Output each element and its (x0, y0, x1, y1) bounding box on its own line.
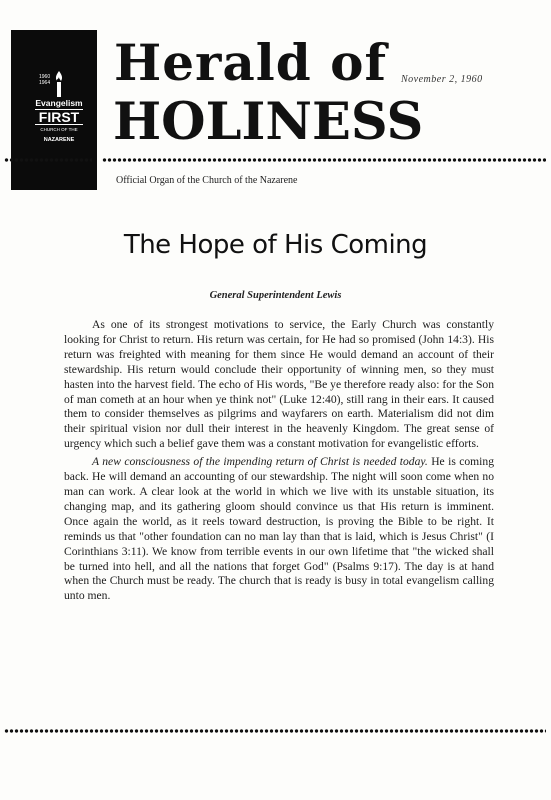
dotted-rule-right (102, 158, 546, 162)
logo-nazarene-text: NAZARENE (43, 137, 75, 143)
issue-date: November 2, 1960 (401, 74, 483, 85)
article-paragraph-1: As one of its strongest motivations to service, the Early Church was constantly looking for Christ to return. His return was certain, for He had so promised (John 14:3). His return was freighted with meaning for them since He would demand an account of their stewardship. His return would conclude their opportunity of winning men, so they must hasten into the harvest field. The echo of His words, "Be ye therefore ready also: for the Son of man cometh at an hour when ye think not" (Luke 12:40), still rang in their ears. It caused them to consider themselves as pilgrims and wayfarers on earth. Materialism did not dim their spiritual vision nor dull their interest in the heavenly Kingdom. The great sense of urgency which such a belief gave them was a constant motivation for evangelistic efforts. (64, 318, 494, 451)
logo-evangelism-text: Evangelism (35, 98, 83, 108)
article-body (64, 318, 494, 607)
logo-church-text: CHURCH OF THE (40, 127, 78, 132)
logo-emblem (31, 70, 87, 160)
masthead-tagline: Official Organ of the Church of the Nazarene (116, 175, 298, 186)
logo-year-start: 1960 (39, 74, 51, 80)
logo-year-end: 1964 (39, 80, 51, 86)
masthead-holiness: HOLINESS (113, 92, 424, 152)
article-paragraph-2 (64, 455, 494, 604)
evangelism-first-logo (11, 30, 97, 190)
article-byline: General Superintendent Lewis (209, 290, 342, 301)
masthead-herald-of: Herald of (114, 33, 388, 92)
paragraph-2-text: He is coming back. He will demand an accounting of our stewardship. The night will soon come when no man can work. A clear look at the world in which we live with its unstable situation, its changing map, and its gathering gloom should convince us that His return is imminent. Once again the world, as it reels toward destruction, is proving the Bible to be right. It reminds us that "other foundation can no man lay than that is laid, which is Jesus Christ" (I Corinthians 3:11). We know from terrible events in our own lifetime that "the wicked shall be turned into hell, and all the nations that forget God" (Psalms 9:17). The day is at hand when the Church must be ready. The church that is ready is busy in total evangelism calling unto men. (64, 455, 494, 603)
dotted-rule-bottom (4, 729, 546, 733)
paragraph-2-lead: A new consciousness of the impending return of Christ is needed today. (92, 455, 428, 469)
logo-years (39, 74, 50, 86)
article-title: The Hope of His Coming (123, 230, 428, 260)
logo-first-text: FIRST (35, 109, 83, 125)
dotted-rule-left (4, 158, 92, 162)
torch-icon (52, 70, 66, 98)
